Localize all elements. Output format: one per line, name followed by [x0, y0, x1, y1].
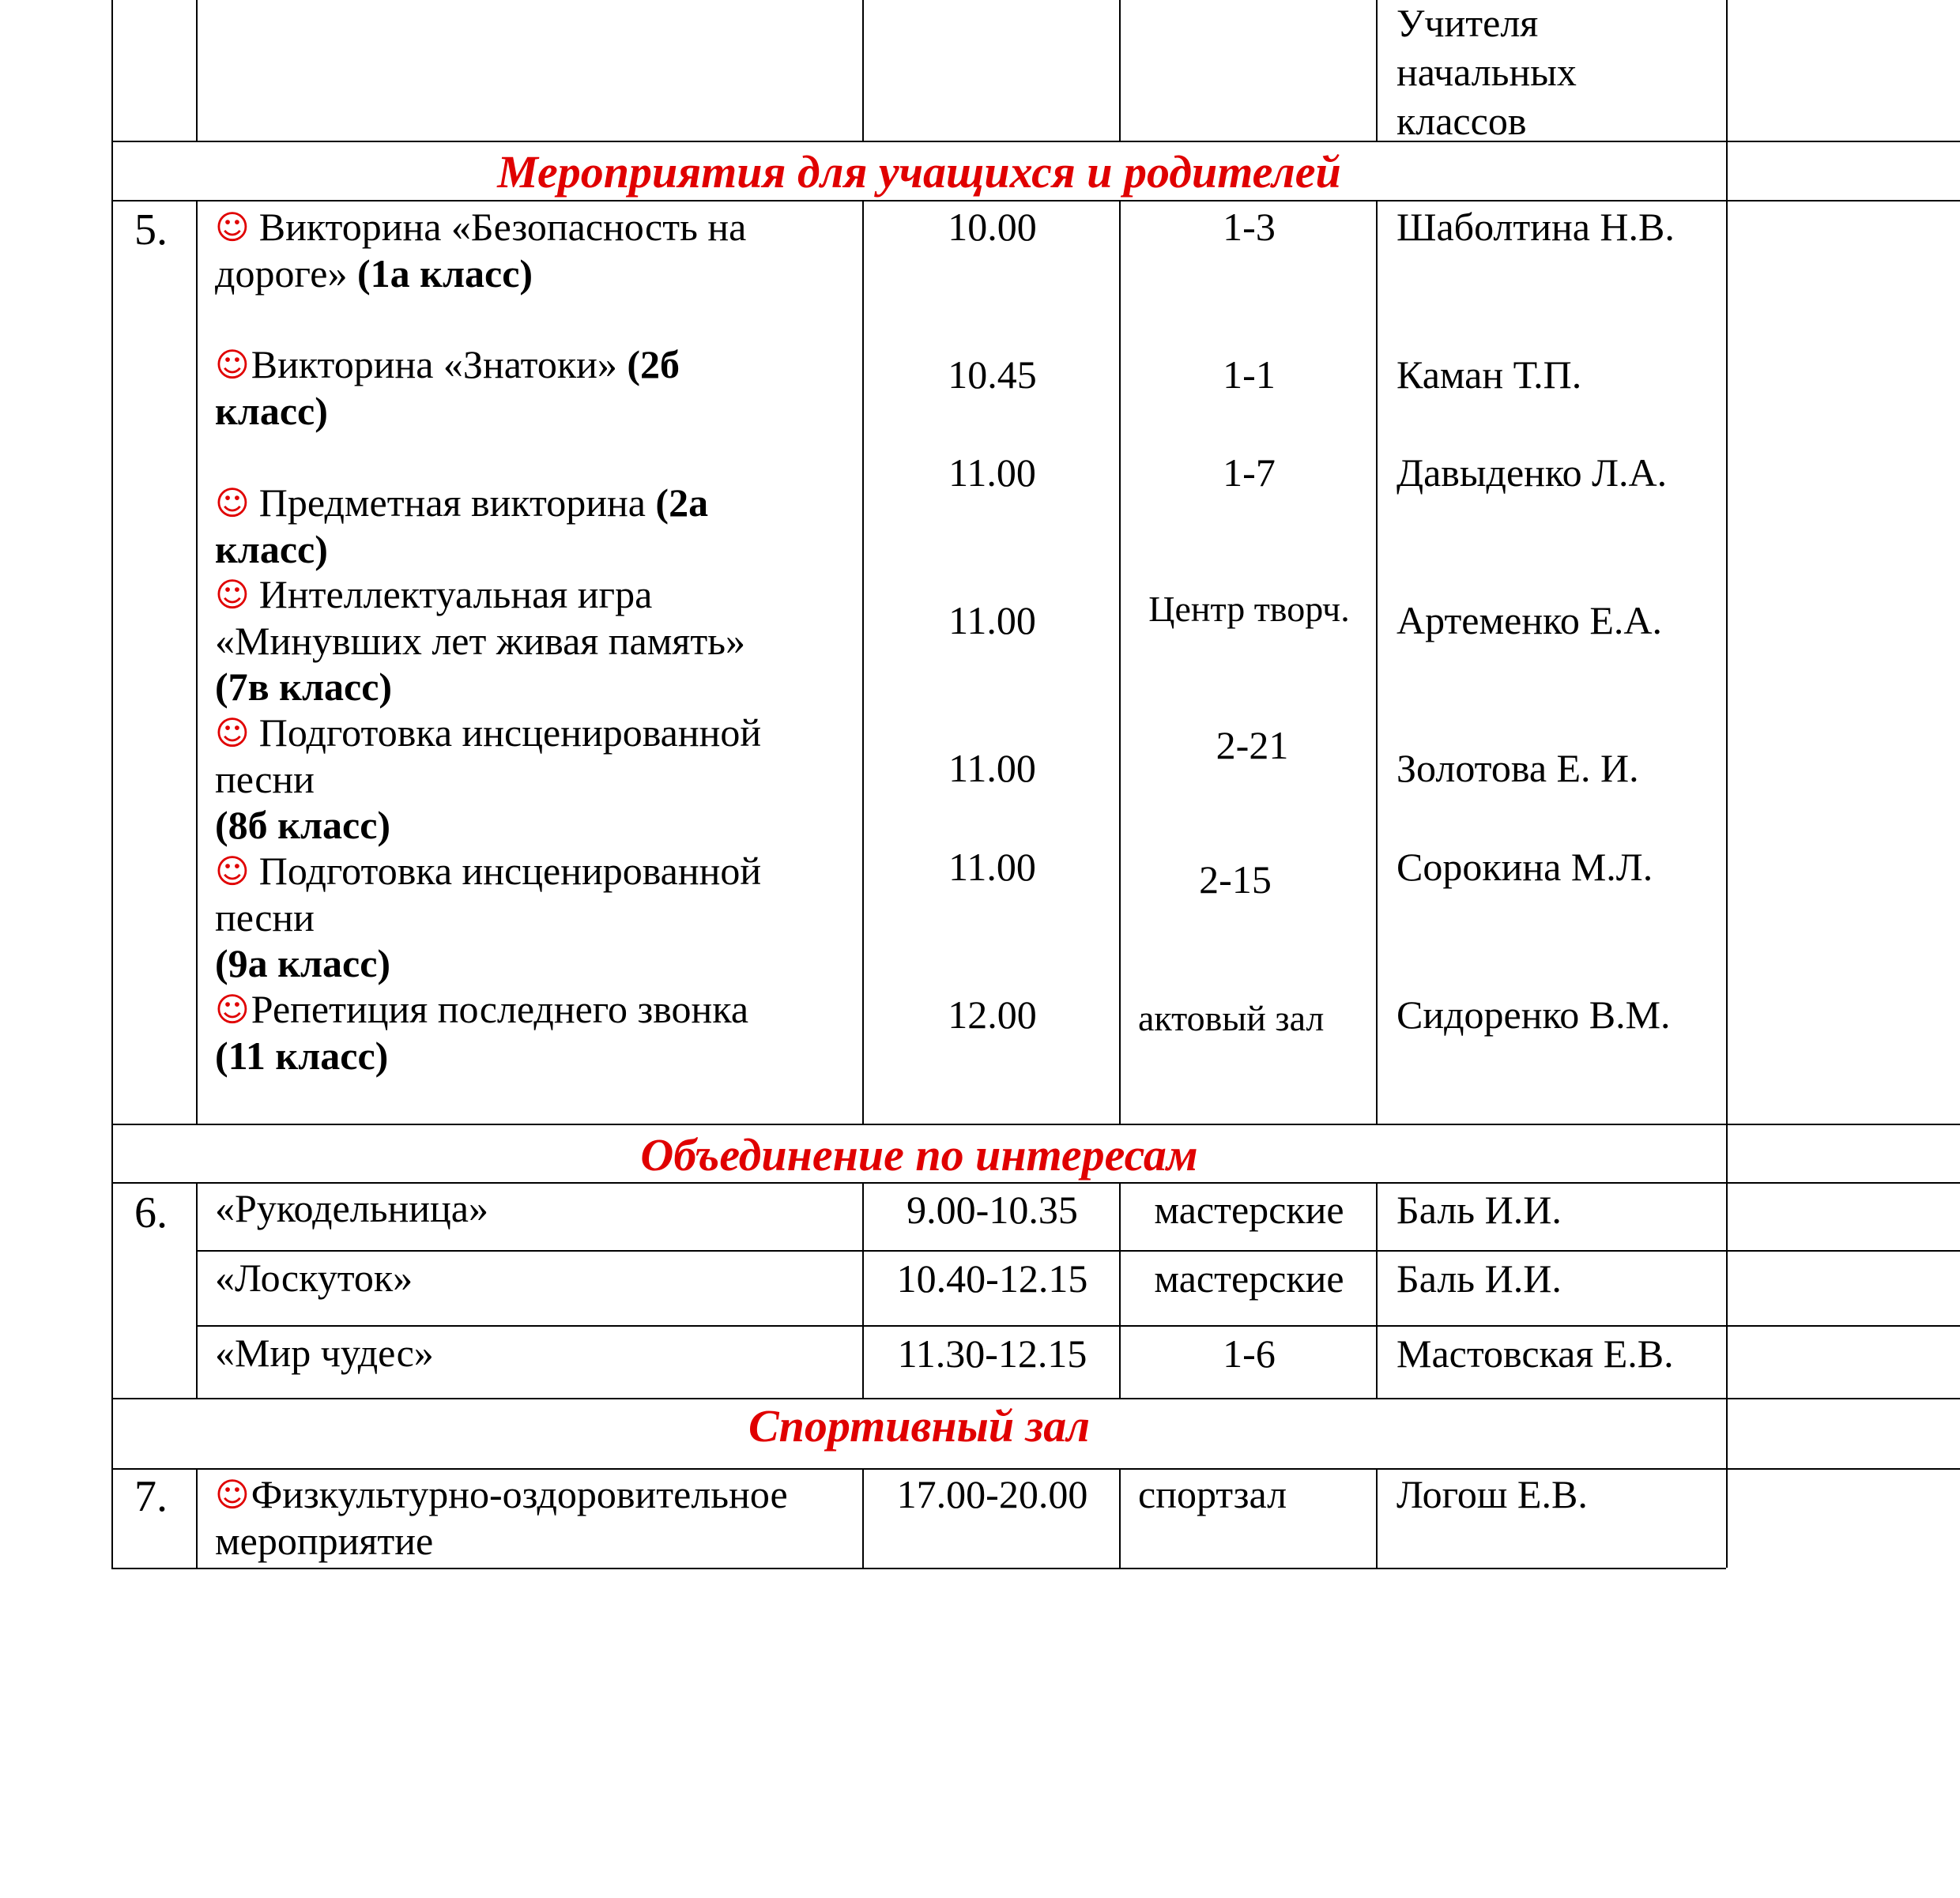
teacher-line: классов	[1396, 99, 1527, 143]
teacher-line: начальных	[1396, 50, 1577, 94]
smiley-icon: ☺	[215, 1475, 250, 1514]
event-title-cont: мероприятие	[215, 1519, 434, 1563]
row-number: 6.	[134, 1188, 168, 1237]
event-cell	[215, 710, 761, 848]
event-cell	[215, 480, 708, 572]
club-time: 9.00-10.35	[906, 1188, 1078, 1232]
event-time: 11.00	[948, 746, 1036, 790]
row-border	[111, 1182, 1960, 1184]
event-time: 10.00	[948, 205, 1037, 249]
column-divider-time	[1119, 0, 1121, 141]
event-class: (11 класс)	[215, 1034, 389, 1078]
event-title: Викторина «Знатоки»	[251, 342, 628, 386]
event-class: (2а	[655, 480, 709, 525]
event-title: Интеллектуальная игра	[258, 572, 653, 616]
event-teacher: Шаболтина Н.В.	[1396, 205, 1675, 249]
row-border	[196, 1250, 1960, 1252]
column-divider-number	[196, 200, 198, 1124]
event-class: (9а класс)	[215, 941, 391, 985]
smiley-icon: ☺	[215, 345, 250, 384]
event-class: (7в класс)	[215, 665, 393, 709]
club-teacher: Баль И.И.	[1396, 1188, 1562, 1232]
column-divider-event	[862, 200, 864, 1124]
event-time: 11.00	[948, 845, 1036, 889]
smiley-icon: ☺	[215, 990, 250, 1029]
event-teacher: Золотова Е. И.	[1396, 746, 1639, 790]
column-divider-room	[1376, 0, 1378, 141]
row-border	[111, 1398, 1960, 1399]
row-border	[111, 200, 1960, 201]
club-time: 10.40-12.15	[896, 1256, 1088, 1301]
row-number: 5.	[134, 205, 168, 254]
column-divider-room	[1376, 200, 1378, 1124]
event-title-cont: «Минувших лет живая память»	[215, 619, 746, 663]
event-time: 11.00	[948, 450, 1036, 495]
row-border	[111, 141, 1960, 142]
event-room: 1-1	[1223, 352, 1276, 397]
event-title: Предметная викторина	[258, 480, 656, 525]
club-room: 1-6	[1223, 1331, 1276, 1376]
column-divider-room	[1376, 1468, 1378, 1568]
smiley-icon: ☺	[215, 575, 250, 614]
event-room: 1-3	[1223, 205, 1276, 249]
club-room: мастерские	[1154, 1188, 1344, 1232]
event-room: спортзал	[1138, 1472, 1287, 1516]
event-title-cont: песни	[215, 757, 315, 801]
event-teacher: Логош Е.В.	[1396, 1472, 1588, 1516]
event-title: Физкультурно-оздоровительное	[251, 1472, 788, 1516]
section-title-sport: Спортивный зал	[748, 1400, 1091, 1452]
table-border-left	[111, 0, 113, 1568]
row-border	[196, 1325, 1960, 1327]
event-room: Центр творч.	[1148, 589, 1350, 629]
event-cell	[215, 204, 746, 296]
event-title: Репетиция последнего звонка	[251, 987, 749, 1031]
event-title: Подготовка инсценированной	[258, 710, 762, 755]
event-teacher: Артеменко Е.А.	[1396, 598, 1662, 642]
event-class-cont: класс)	[215, 389, 328, 433]
event-room: 1-7	[1223, 450, 1276, 495]
column-divider-time	[1119, 200, 1121, 1124]
event-cell	[215, 986, 748, 1079]
event-teacher: Давыденко Л.А.	[1396, 450, 1668, 495]
event-room: 2-15	[1199, 857, 1272, 902]
section-title-events: Мероприятия для учащихся и родителей	[497, 146, 1341, 198]
row-number: 7.	[134, 1472, 168, 1521]
club-name: «Рукодельница»	[215, 1186, 488, 1230]
event-time: 17.00-20.00	[896, 1472, 1088, 1516]
event-cell	[215, 571, 745, 710]
event-time: 12.00	[948, 992, 1037, 1037]
event-time: 11.00	[948, 598, 1036, 642]
row-border	[111, 1468, 1960, 1470]
teacher-cell	[1396, 0, 1577, 144]
event-title: Викторина «Безопасность на	[258, 205, 747, 249]
event-title-cont: дороге»	[215, 251, 357, 296]
column-divider-teacher	[1726, 0, 1728, 1568]
event-title-cont: песни	[215, 895, 315, 940]
column-divider-event	[862, 0, 864, 141]
smiley-icon: ☺	[215, 208, 250, 247]
event-cell	[215, 341, 680, 434]
teacher-line: Учителя	[1396, 1, 1539, 45]
event-time: 10.45	[948, 352, 1037, 397]
event-cell	[215, 848, 761, 986]
event-class: (1а класс)	[356, 251, 533, 296]
event-teacher: Сорокина М.Л.	[1396, 845, 1653, 889]
club-time: 11.30-12.15	[897, 1331, 1087, 1376]
column-divider-number	[196, 0, 198, 141]
event-cell	[215, 1471, 788, 1564]
event-room: актовый зал	[1138, 998, 1325, 1038]
club-teacher: Мастовская Е.В.	[1396, 1331, 1674, 1376]
smiley-icon: ☺	[215, 484, 250, 522]
club-teacher: Баль И.И.	[1396, 1256, 1562, 1301]
event-room: 2-21	[1216, 723, 1289, 767]
event-class-cont: класс)	[215, 527, 328, 571]
club-name: «Мир чудес»	[215, 1331, 434, 1375]
column-divider-number	[196, 1468, 198, 1568]
event-class: (2б	[627, 342, 680, 386]
smiley-icon: ☺	[215, 714, 250, 752]
event-teacher: Сидоренко В.М.	[1396, 992, 1671, 1037]
column-divider-number	[196, 1182, 198, 1398]
row-border	[111, 1124, 1960, 1125]
smiley-icon: ☺	[215, 852, 250, 891]
event-class: (8б класс)	[215, 803, 391, 847]
club-room: мастерские	[1154, 1256, 1344, 1301]
club-name: «Лоскуток»	[215, 1256, 413, 1300]
row-border	[111, 1568, 1726, 1569]
section-title-clubs: Объединение по интересам	[640, 1129, 1198, 1181]
event-teacher: Каман Т.П.	[1396, 352, 1582, 397]
event-title: Подготовка инсценированной	[258, 849, 762, 893]
